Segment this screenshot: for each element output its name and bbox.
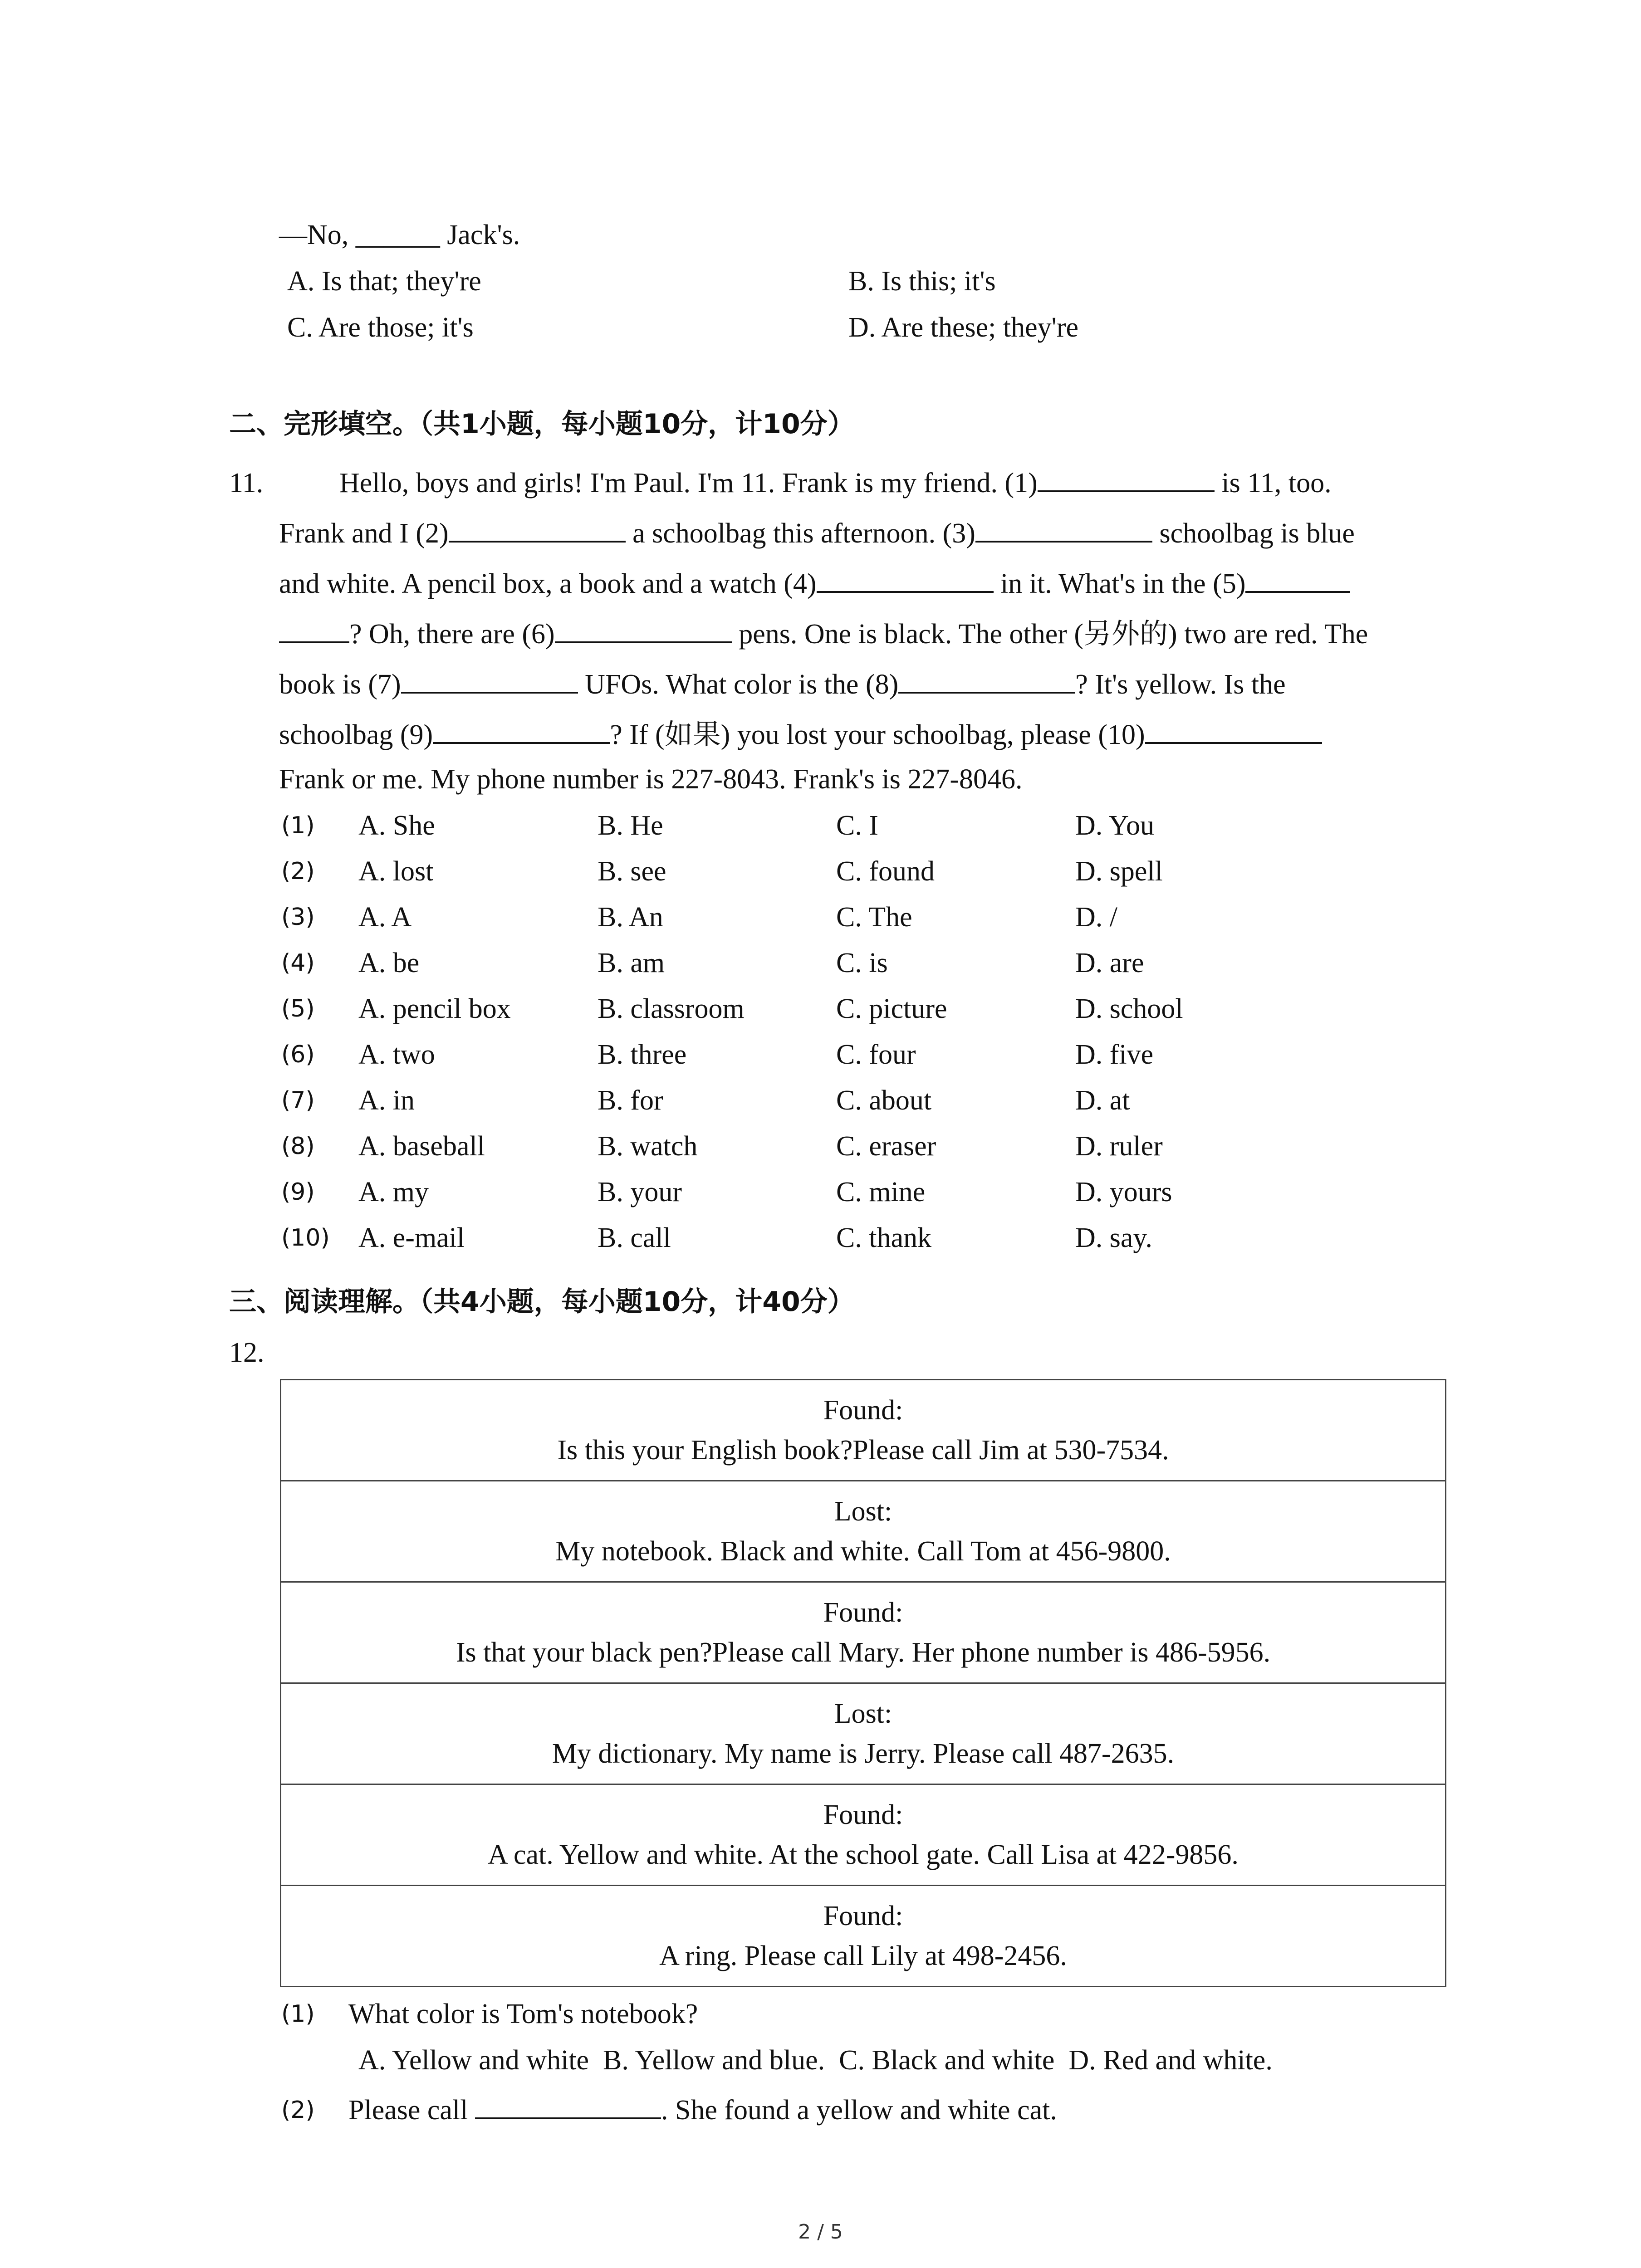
notice-body: Is that your black pen?Please call Mary. Her phone number is 486-5956.: [456, 1637, 1271, 1668]
option-b[interactable]: B. watch: [598, 1131, 698, 1162]
section3-heading: 三、阅读理解。（共4小题，每小题10分，计40分）: [229, 1286, 855, 1318]
option-row-3: [281, 899, 1461, 935]
blank-3[interactable]: [975, 516, 1152, 543]
passage-line-3: and white. A pencil box, a book and a watch (4) in it. What's in the (5): [279, 566, 1350, 602]
table-row: [281, 1380, 1446, 1481]
notice-title: Found:: [823, 1901, 903, 1931]
q10-option-a: A. Is that; they're: [287, 266, 481, 297]
blank-1[interactable]: [1038, 466, 1215, 492]
blank-5a[interactable]: [1245, 567, 1350, 593]
answer-blank[interactable]: [475, 2093, 661, 2119]
option-number: (5): [281, 995, 315, 1022]
option-c[interactable]: C. mine: [836, 1177, 926, 1207]
lost-found-table: [280, 1379, 1446, 1987]
option-a[interactable]: A. in: [358, 1085, 415, 1116]
notice-title: Found:: [823, 1395, 903, 1426]
question-11-number: 11.: [229, 468, 264, 499]
notice-cell: [281, 1683, 1446, 1784]
subquestion-1: [281, 1996, 1461, 2032]
option-row-6: [281, 1036, 1461, 1073]
option-a[interactable]: A. She: [358, 810, 435, 841]
section2-heading: 二、完形填空。（共1小题，每小题10分，计10分）: [229, 408, 855, 440]
option-c[interactable]: C. four: [836, 1039, 916, 1070]
option-row-5: [281, 991, 1461, 1027]
table-row: [281, 1481, 1446, 1582]
table-row: [281, 1582, 1446, 1683]
subquestion-number: (1): [281, 2000, 315, 2028]
option-d[interactable]: D. /: [1075, 902, 1117, 933]
notice-title: Found:: [823, 1597, 903, 1628]
passage-line-7: Frank or me. My phone number is 227-8043. Frank's is 227-8046.: [279, 764, 1023, 795]
notice-body: My notebook. Black and white. Call Tom at 456-9800.: [555, 1536, 1171, 1567]
option-c[interactable]: C. The: [836, 902, 912, 933]
passage-line-5: book is (7) UFOs. What color is the (8) ? It's yellow. Is the: [279, 666, 1286, 703]
passage-line-4: ? Oh, there are (6) pens. One is black. The other (另外的) two are red. The: [279, 616, 1368, 652]
notice-body: A ring. Please call Lily at 498-2456.: [659, 1941, 1067, 1971]
q10-option-b: B. Is this; it's: [848, 266, 996, 297]
notice-body: A cat. Yellow and white. At the school gate. Call Lisa at 422-9856.: [488, 1839, 1239, 1870]
notice-cell: [281, 1784, 1446, 1886]
option-number: (3): [281, 904, 315, 931]
option-a[interactable]: A. A: [358, 902, 412, 933]
subquestion-text: What color is Tom's notebook?: [348, 1999, 698, 2029]
table-row: [281, 1886, 1446, 1987]
option-b[interactable]: B. An: [598, 902, 663, 933]
subquestion-number: (2): [281, 2097, 315, 2124]
notice-title: Lost:: [834, 1698, 892, 1729]
blank-7[interactable]: [401, 667, 578, 694]
notice-body: My dictionary. My name is Jerry. Please call 487-2635.: [552, 1738, 1175, 1769]
option-row-10: [281, 1220, 1461, 1256]
notice-cell: [281, 1481, 1446, 1582]
notice-body: Is this your English book?Please call Jim at 530-7534.: [557, 1435, 1169, 1466]
option-number: (2): [281, 858, 315, 885]
blank-10[interactable]: [1145, 718, 1322, 744]
option-number: (1): [281, 812, 315, 839]
option-row-8: [281, 1128, 1461, 1164]
passage-line-6: schoolbag (9) ? If (如果) you lost your schoolbag, please (10): [279, 717, 1322, 753]
option-b[interactable]: B. see: [598, 856, 666, 887]
option-a[interactable]: A. pencil box: [358, 993, 511, 1024]
option-b[interactable]: B. your: [598, 1177, 682, 1207]
option-c[interactable]: C. found: [836, 856, 935, 887]
option-d[interactable]: D. five: [1075, 1039, 1154, 1070]
passage-line-2: Frank and I (2) a schoolbag this afternoon. (3) schoolbag is blue: [279, 515, 1355, 552]
option-c[interactable]: C. picture: [836, 993, 947, 1024]
blank-8[interactable]: [898, 667, 1075, 694]
option-a[interactable]: A. two: [358, 1039, 435, 1070]
blank-6[interactable]: [555, 617, 732, 643]
option-row-1: [281, 807, 1461, 844]
table-row: [281, 1784, 1446, 1886]
option-d[interactable]: D. yours: [1075, 1177, 1172, 1207]
notice-cell: [281, 1582, 1446, 1683]
option-d[interactable]: D. You: [1075, 810, 1155, 841]
option-b[interactable]: B. call: [598, 1222, 671, 1253]
question-12-number: 12.: [229, 1337, 265, 1368]
option-a[interactable]: A. be: [358, 948, 420, 978]
notice-title: Lost:: [834, 1496, 892, 1527]
notice-cell: [281, 1380, 1446, 1481]
option-b[interactable]: B. classroom: [598, 993, 745, 1024]
option-c[interactable]: C. thank: [836, 1222, 932, 1253]
notice-cell: [281, 1886, 1446, 1987]
blank-5b[interactable]: [279, 617, 349, 643]
q10-option-d: D. Are these; they're: [848, 312, 1078, 343]
option-row-9: [281, 1174, 1461, 1210]
option-number: (8): [281, 1133, 315, 1160]
blank-2[interactable]: [449, 516, 626, 543]
option-c[interactable]: C. is: [836, 948, 888, 978]
option-number: (4): [281, 949, 315, 977]
subquestion-2: [281, 2092, 1461, 2128]
option-a[interactable]: A. my: [358, 1177, 429, 1207]
blank-9[interactable]: [433, 718, 610, 744]
option-b[interactable]: B. He: [598, 810, 663, 841]
option-d[interactable]: D. school: [1075, 993, 1183, 1024]
notice-title: Found:: [823, 1799, 903, 1830]
blank-4[interactable]: [817, 567, 994, 593]
option-b[interactable]: B. am: [598, 948, 665, 978]
option-c[interactable]: C. I: [836, 810, 878, 841]
table-row: [281, 1683, 1446, 1784]
option-row-7: [281, 1082, 1461, 1119]
option-b[interactable]: B. for: [598, 1085, 663, 1116]
option-b[interactable]: B. three: [598, 1039, 687, 1070]
option-d[interactable]: D. spell: [1075, 856, 1163, 887]
option-number: (7): [281, 1087, 315, 1114]
passage-line-1: Hello, boys and girls! I'm Paul. I'm 11. Frank is my friend. (1) is 11, too.: [339, 465, 1332, 501]
option-d[interactable]: D. are: [1075, 948, 1144, 978]
option-number: (6): [281, 1041, 315, 1068]
q10-option-c: C. Are those; it's: [287, 312, 474, 343]
option-a[interactable]: A. baseball: [358, 1131, 485, 1162]
option-number: (10): [281, 1224, 330, 1251]
option-d[interactable]: D. ruler: [1075, 1131, 1163, 1162]
option-number: (9): [281, 1178, 315, 1206]
option-a[interactable]: A. lost: [358, 856, 434, 887]
option-c[interactable]: C. about: [836, 1085, 932, 1116]
subquestion-1-options[interactable]: A. Yellow and white B. Yellow and blue. C. Black and white D. Red and white.: [358, 2045, 1273, 2076]
option-c[interactable]: C. eraser: [836, 1131, 936, 1162]
option-row-4: [281, 945, 1461, 981]
option-row-2: [281, 853, 1461, 890]
option-a[interactable]: A. e-mail: [358, 1222, 465, 1253]
option-d[interactable]: D. say.: [1075, 1222, 1152, 1253]
q10-answer-line: —No, ______ Jack's.: [279, 220, 520, 250]
subquestion-text: Please call . She found a yellow and white cat.: [348, 2092, 1057, 2128]
page-number: 2 / 5: [798, 2220, 843, 2244]
option-d[interactable]: D. at: [1075, 1085, 1130, 1116]
